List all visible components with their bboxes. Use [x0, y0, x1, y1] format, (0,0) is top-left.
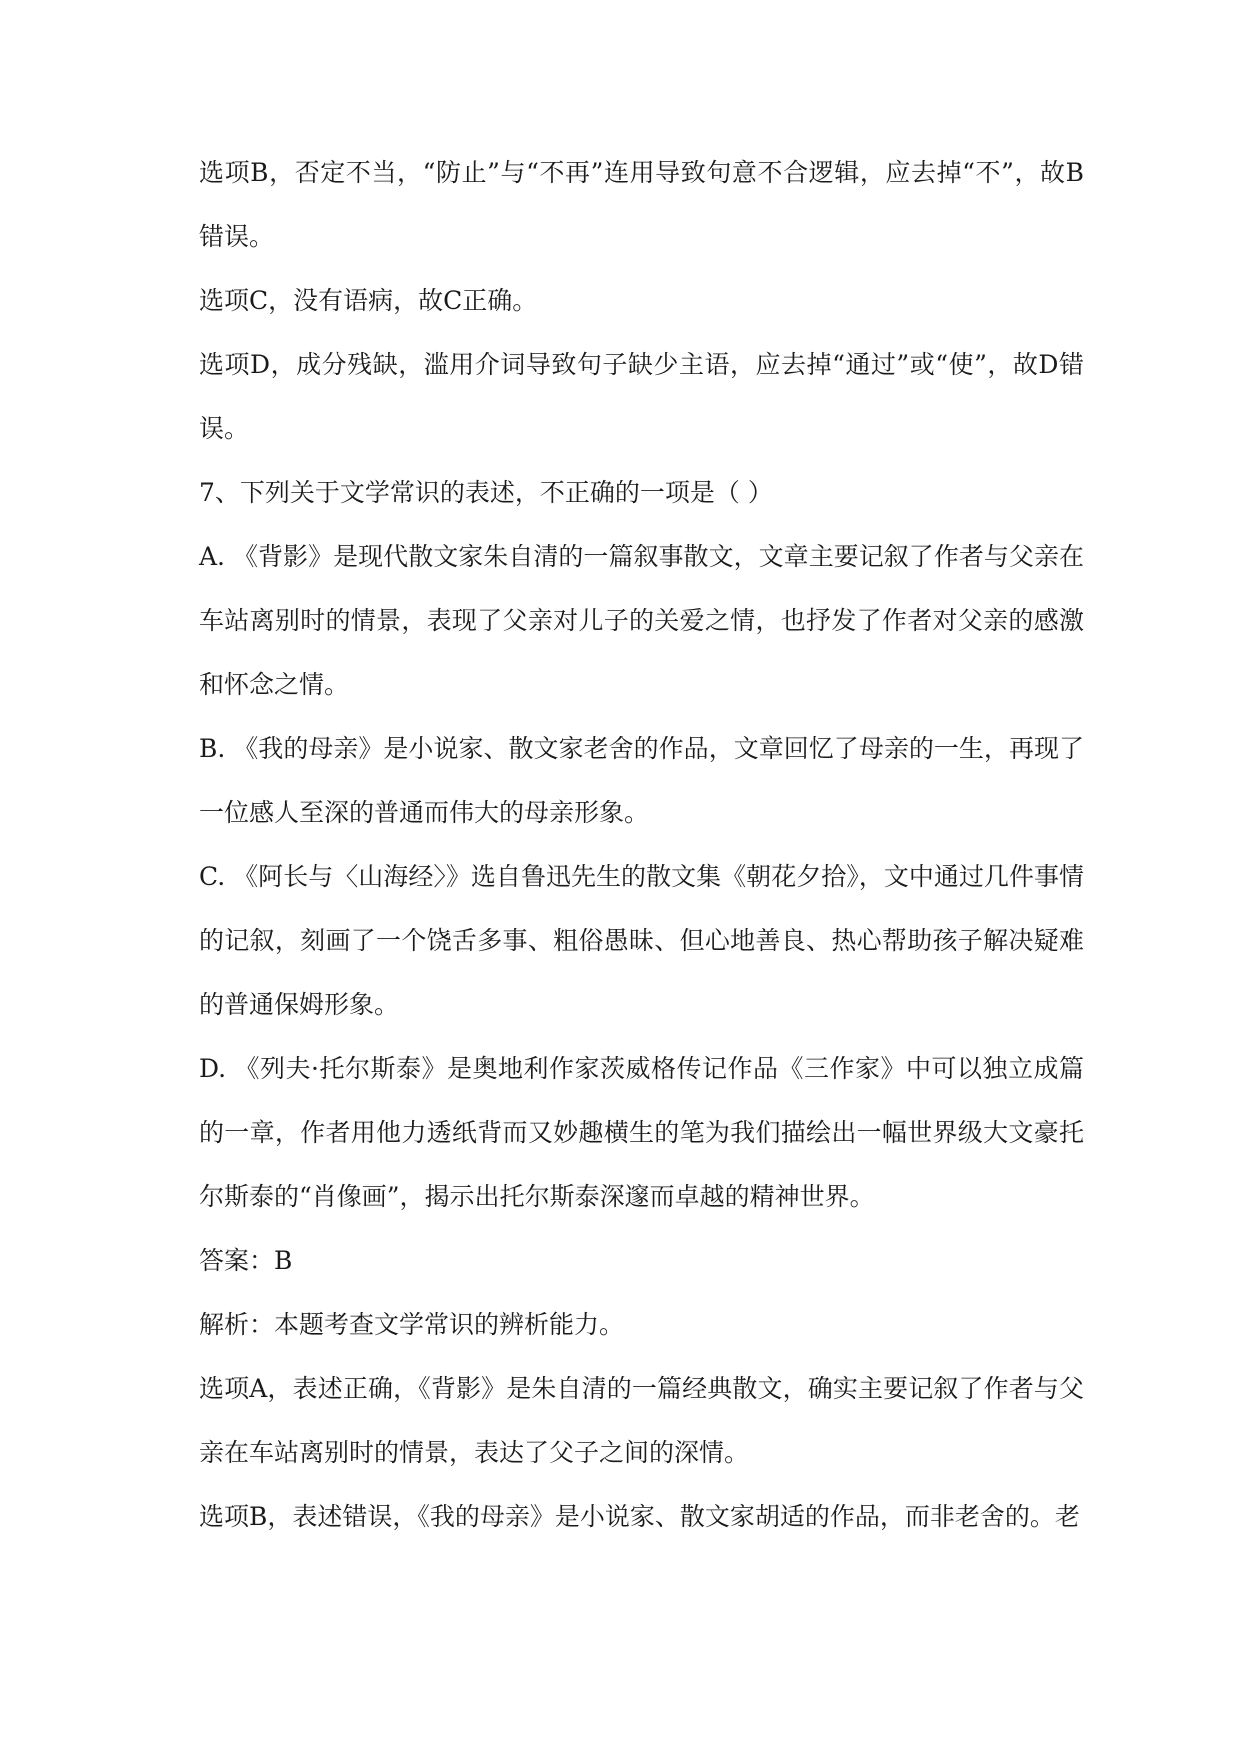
question-7-stem: 7、下列关于文学常识的表述，不正确的一项是（ ） — [199, 478, 773, 507]
paragraph-option-d-explanation: 选项D，成分残缺，滥用介词导致句子缺少主语，应去掉“通过”或“使”，故D错误。 — [199, 350, 1084, 443]
question-7-analysis-option-a: 选项A，表述正确，《背影》是朱自清的一篇经典散文，确实主要记叙了作者与父亲在车站离别时的情景，表达了父子之间的深情。 — [199, 1374, 1084, 1467]
question-7-option-d: D. 《列夫·托尔斯泰》是奥地利作家茨威格传记作品《三作家》中可以独立成篇的一章，作者用他力透纸背而又妙趣横生的笔为我们描绘出一幅世界级大文豪托尔斯泰的“肖像画”，揭示出托尔斯泰深邃而卓越的精神世界。 — [199, 1054, 1084, 1211]
question-7-option-c: C. 《阿长与〈山海经〉》选自鲁迅先生的散文集《朝花夕拾》，文中通过几件事情的记叙，刻画了一个饶舌多事、粗俗愚昧、但心地善良、热心帮助孩子解决疑难的普通保姆形象。 — [199, 862, 1084, 1019]
question-7-analysis-intro: 解析：本题考查文学常识的辨析能力。 — [199, 1310, 625, 1339]
question-7-analysis-option-b: 选项B，表述错误，《我的母亲》是小说家、散文家胡适的作品，而非老舍的。老 — [199, 1502, 1080, 1531]
question-7-option-b: B. 《我的母亲》是小说家、散文家老舍的作品，文章回忆了母亲的一生，再现了一位感人至深的普通而伟大的母亲形象。 — [199, 734, 1084, 827]
question-7-answer: 答案：B — [199, 1246, 293, 1275]
question-7-option-a: A. 《背影》是现代散文家朱自清的一篇叙事散文，文章主要记叙了作者与父亲在车站离别时的情景，表现了父亲对儿子的关爱之情，也抒发了作者对父亲的感激和怀念之情。 — [199, 542, 1084, 699]
paragraph-option-b-explanation: 选项B，否定不当，“防止”与“不再”连用导致句意不合逻辑，应去掉“不”，故B错误。 — [199, 158, 1084, 251]
document-body — [199, 141, 1084, 1549]
paragraph-option-c-explanation: 选项C，没有语病，故C正确。 — [199, 286, 538, 315]
